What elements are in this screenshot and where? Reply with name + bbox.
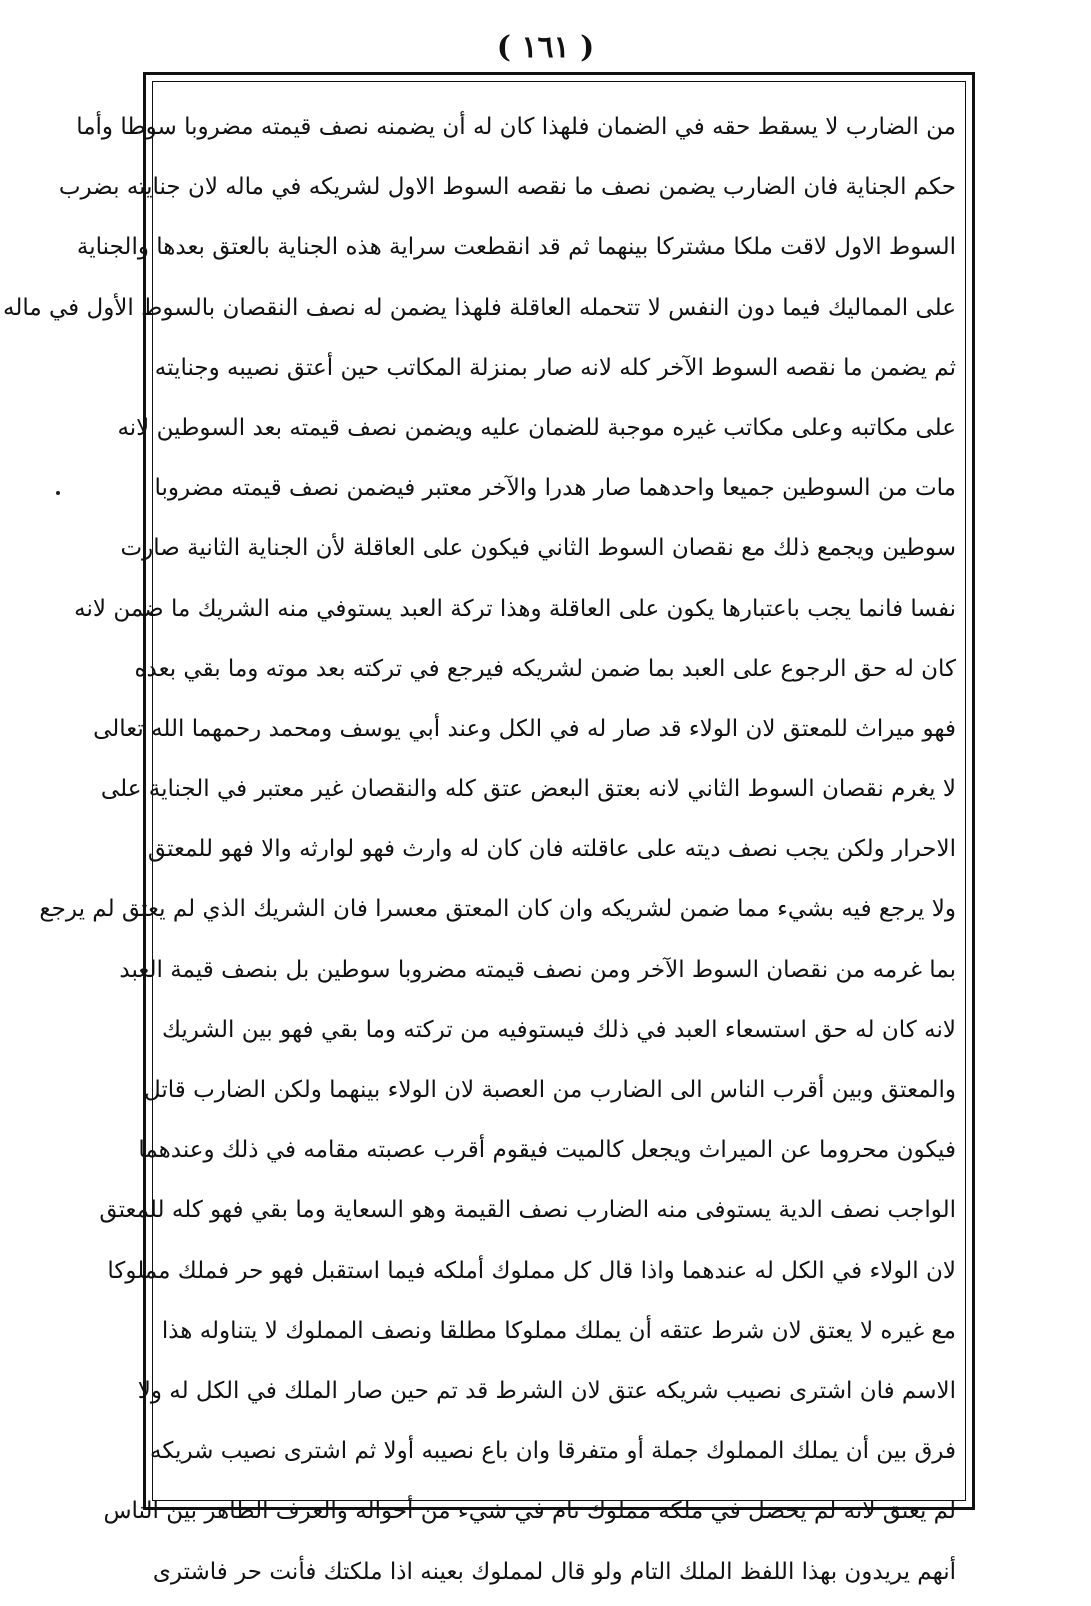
text-line: على المماليك فيما دون النفس لا تتحمله العاقلة فلهذا يضمن له نصف النقصان بالسوط الأول في ماله [3, 294, 956, 321]
text-line: الاسم فان اشترى نصيب شريكه عتق لان الشرط قد تم حين صار الملك في الكل له ولا [137, 1377, 956, 1404]
text-line: نفسا فانما يجب باعتبارها يكون على العاقلة وهذا تركة العبد يستوفي منه الشريك ما ضمن لانه [74, 595, 956, 622]
text-line: لا يغرم نقصان السوط الثاني لانه بعتق البعض عتق كله والنقصان غير معتبر في الجناية على [100, 776, 956, 803]
page-frame [3, 72, 975, 1585]
text-line: لانه كان له حق استسعاء العبد في ذلك فيستوفيه من تركته وما بقي فهو بين الشريك [162, 1016, 956, 1043]
text-line: حكم الجناية فان الضارب يضمن نصف ما نقصه السوط الاول لشريكه في ماله لان جنايته بضرب [58, 174, 956, 201]
text-line: ولا يرجع فيه بشيء مما ضمن لشريكه وان كان المعتق معسرا فان الشريك الذي لم يعتق لم يرجع [39, 896, 956, 923]
text-line: كان له حق الرجوع على العبد بما ضمن لشريكه فيرجع في تركته بعد موته وما بقي بعده [134, 655, 956, 682]
page-number: ( ١٦١ ) [496, 30, 595, 65]
text-line: فيكون محروما عن الميراث ويجعل كالميت فيقوم أقرب عصبته مقامه في ذلك وعندهما [138, 1137, 956, 1164]
text-body [3, 101, 956, 1606]
text-line: الواجب نصف الدية يستوفى منه الضارب نصف القيمة وهو السعاية وما بقي فهو كله للمعتق [99, 1197, 956, 1224]
text-line: الاحرار ولكن يجب نصف ديته على عاقلته فان كان له وارث فهو لوارثه والا فهو للمعتق [147, 836, 956, 863]
text-line: مع غيره لا يعتق لان شرط عتقه أن يملك مملوكا مطلقا ونصف المملوك لا يتناوله هذا [161, 1317, 956, 1344]
text-line: أنهم يريدون بهذا اللفظ الملك التام ولو قال لمملوك بعينه اذا ملكتك فأنت حر فاشترى [152, 1558, 956, 1585]
text-line: بما غرمه من نقصان السوط الآخر ومن نصف قيمته مضروبا سوطين بل بنصف قيمة العبد [119, 956, 956, 983]
text-line: فرق بين أن يملك المملوك جملة أو متفرقا وان باع نصيبه أولا ثم اشترى نصيب شريكه [150, 1438, 956, 1465]
text-line: والمعتق وبين أقرب الناس الى الضارب من العصبة لان الولاء بينهما ولكن الضارب قاتل [143, 1077, 956, 1103]
text-line: سوطين ويجمع ذلك مع نقصان السوط الثاني فيكون على العاقلة لأن الجناية الثانية صارت [120, 535, 956, 562]
ink-speck [56, 491, 60, 495]
text-line: فهو ميراث للمعتق لان الولاء قد صار له في الكل وعند أبي يوسف ومحمد رحمهما الله تعالى [93, 715, 956, 742]
text-line: ثم يضمن ما نقصه السوط الآخر كله لانه صار بمنزلة المكاتب حين أعتق نصيبه وجنايته [154, 354, 956, 381]
text-line: لم يعتق لانه لم يحصل في ملكه مملوك تام في شيء من أحواله والعرف الظاهر بين الناس [103, 1498, 956, 1525]
text-line: مات من السوطين جميعا واحدهما صار هدرا والآخر معتبر فيضمن نصف قيمته مضروبا [154, 475, 956, 502]
text-line: لان الولاء في الكل له عندهما واذا قال كل مملوك أملكه فيما استقبل فهو حر فملك مملوكا [107, 1257, 956, 1284]
text-line: السوط الاول لاقت ملكا مشتركا بينهما ثم قد انقطعت سراية هذه الجناية بالعتق بعدها والجناية [76, 234, 956, 261]
text-line: على مكاتبه وعلى مكاتب غيره موجبة للضمان عليه ويضمن نصف قيمته بعد السوطين لانه [117, 414, 956, 441]
text-line: من الضارب لا يسقط حقه في الضمان فلهذا كان له أن يضمنه نصف قيمته مضروبا سوطا وأما [76, 114, 956, 140]
